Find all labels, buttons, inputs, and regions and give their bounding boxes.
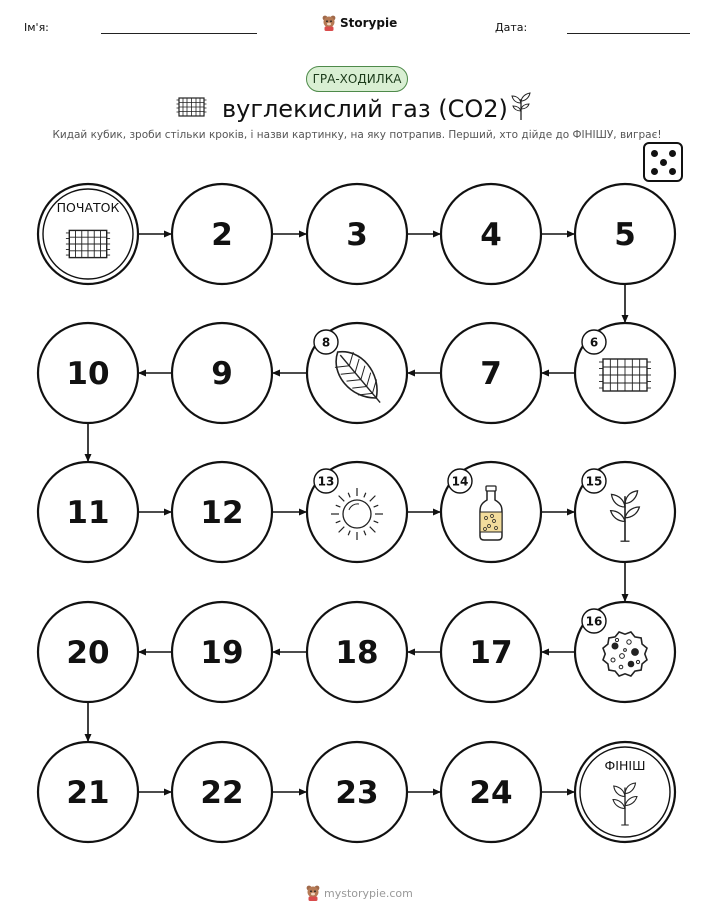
board-cell-25: [575, 742, 675, 842]
cell-number: 12: [200, 495, 244, 531]
cell-number: 4: [480, 217, 502, 253]
cell-number: 19: [200, 635, 244, 671]
cell-number: 3: [346, 217, 368, 253]
game-title: вуглекислий газ (CO2): [222, 95, 508, 123]
board-cell-22: [172, 742, 272, 842]
footer: [306, 883, 413, 903]
board-cell-8: [307, 323, 407, 423]
board-cell-20: [38, 602, 138, 702]
board-cell-21: [38, 742, 138, 842]
board-cell-4: [441, 184, 541, 284]
board-cell-16: [575, 602, 675, 702]
brand-name: Storypie: [340, 16, 398, 30]
cell-number: 9: [211, 356, 233, 392]
board-cell-10: [38, 323, 138, 423]
board-cell-15: [575, 462, 675, 562]
cell-number: 11: [66, 495, 110, 531]
cell-number: 24: [469, 775, 513, 811]
cell-number: 8: [321, 335, 331, 350]
cell-number: 13: [317, 474, 335, 489]
board-cell-6: [575, 323, 675, 423]
cell-number: 2: [211, 217, 233, 253]
board-cell-13: [307, 462, 407, 562]
board-cell-7: [441, 323, 541, 423]
cell-number: 6: [589, 335, 599, 350]
game-instructions: Кидай кубик, зроби стільки кроків, і назви картинку, на яку потрапив. Перший, хто дійде до ФІНІШУ, виграє!: [52, 129, 662, 141]
date-label: Дата:: [495, 21, 528, 34]
board-cell-18: [307, 602, 407, 702]
board-cell-17: [441, 602, 541, 702]
cell-number: 14: [451, 474, 469, 489]
board-cell-1: [38, 184, 138, 284]
cell-number: 18: [335, 635, 379, 671]
cell-number: 17: [469, 635, 513, 671]
cell-number: 23: [335, 775, 379, 811]
board-cell-9: [172, 323, 272, 423]
board-cell-11: [38, 462, 138, 562]
board-cell-23: [307, 742, 407, 842]
name-label: Ім'я:: [24, 21, 49, 34]
cell-number: 10: [66, 356, 110, 392]
board-cell-24: [441, 742, 541, 842]
cell-number: 16: [585, 614, 603, 629]
board-cell-5: [575, 184, 675, 284]
cell-number: 22: [200, 775, 244, 811]
board-cell-3: [307, 184, 407, 284]
cell-number: 21: [66, 775, 110, 811]
cell-number: 7: [480, 356, 502, 392]
cell-number: 20: [66, 635, 110, 671]
board-cell-12: [172, 462, 272, 562]
board-cell-19: [172, 602, 272, 702]
cell-number: 15: [585, 474, 603, 489]
footer-site: mystorypie.com: [324, 886, 413, 900]
cell-number: 5: [614, 217, 636, 253]
bear-logo-icon: [306, 885, 320, 901]
finish-label: ФІНІШ: [604, 758, 646, 773]
board-cell-14: [441, 462, 541, 562]
game-type-badge: ГРА-ХОДИЛКА: [306, 66, 408, 92]
board-cell-2: [172, 184, 272, 284]
start-label: ПОЧАТОК: [56, 200, 120, 215]
